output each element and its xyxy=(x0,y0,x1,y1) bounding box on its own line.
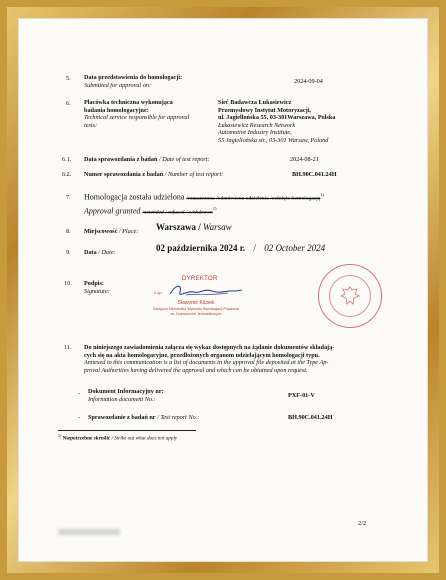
item-6-value: Sieć Badawcza Łukasiewicz Przemysłowy Instytut Motoryzacji, ul. Jagiellońska 55, 03-301Warszawa, Polska Łukasiewicz Research Network Automotive Industry Institute, 55 Jagiellońska str., 03-301 Warsaw, Poland xyxy=(218,99,336,144)
signature-stamp xyxy=(136,276,256,326)
item-6-2-number: 6.2. xyxy=(62,171,72,178)
item-6-2-value: BH.90C.041.24H xyxy=(292,171,337,178)
doc-1-value: PXF-01-V xyxy=(288,392,315,399)
doc-1-bullet: - xyxy=(78,390,81,397)
item-8-number: 8. xyxy=(66,228,71,235)
item-7-number: 7. xyxy=(66,194,71,201)
doc-2-value: BH.90C.041.24H xyxy=(288,414,333,421)
item-6-2-label: Numer sprawozdania z badań / Number of test report: xyxy=(84,171,224,178)
certificate-page xyxy=(18,18,428,562)
item-6-number: 6. xyxy=(66,100,71,107)
item-8-label: Miejscowość / Place: xyxy=(84,228,139,235)
stamp-role-2: ds. Dopuszczeń Jednostkowych xyxy=(170,312,222,316)
handwritten-signature xyxy=(166,282,246,300)
redacted-reference xyxy=(58,529,120,535)
doc-1-label: Dokument Informacyjny nr: Information document No.: xyxy=(88,388,164,403)
stamp-zup: z up. xyxy=(154,290,163,295)
item-10-label: Podpis: Signature: xyxy=(84,280,110,295)
footnote-divider xyxy=(58,430,196,431)
item-11-number: 11. xyxy=(64,344,72,351)
item-11-text: Do niniejszego zawiadomienia załącza się wykaz dostępnych na żądanie dokumentów składają- cych się na akta homologacyjne, przedłożonych organom udzielającym homologacji typu. Annexed to this communication is a list of documents in the approval file deposited at the Type Ap- proval Authorities having delivered the approval and which can be obtained upon request. xyxy=(84,344,335,374)
item-9-label: Data / Date: xyxy=(84,249,116,256)
page-number: 2/2 xyxy=(358,520,367,527)
item-5-label: Data przedstawienia do homologacji: Submitted for approval on: xyxy=(84,74,183,89)
item-7-text: Homologacja została udzielona /rozszerzona /odmówiono udzielenia /cofnięto homologację$^{1)}$ Approval granted /extended / refused / withdrawn$^{1)}$ xyxy=(84,192,325,216)
item-5-value: 2024-09-04 xyxy=(294,78,323,85)
item-6-label: Placówka techniczna wykonująca badania homologacyjne: Technical service responsible for approval tests: xyxy=(84,99,190,129)
item-6-1-value: 2024-08-21 xyxy=(290,156,319,163)
official-seal-icon xyxy=(318,264,382,328)
item-9-number: 9. xyxy=(66,249,71,256)
item-6-1-label: Data sprawozdania z badań / Date of test report: xyxy=(84,156,210,163)
footnote: $^{1)}$ Niepotrzebne skreślić / Strike out what does not apply xyxy=(58,433,178,442)
item-8-value: Warszawa / Warsaw xyxy=(156,222,232,232)
stamp-name: Sławomir Klusek xyxy=(177,300,215,306)
stamp-title: DYREKTOR xyxy=(182,276,218,282)
item-5-number: 5. xyxy=(66,75,71,82)
item-6-1-number: 6.1. xyxy=(62,156,72,163)
stamp-role-1: Zastępca Kierownika Wydziału Homologacji Pojazdów xyxy=(152,307,240,311)
item-9-value: 02 października 2024 r. / 02 October 2024 xyxy=(156,243,326,253)
seal-eagle-icon xyxy=(329,275,371,317)
doc-2-label: Sprawozdanie z badań nr / Test report No.: xyxy=(88,414,200,421)
doc-2-bullet: - xyxy=(78,414,81,421)
item-10-number: 10. xyxy=(64,280,72,287)
